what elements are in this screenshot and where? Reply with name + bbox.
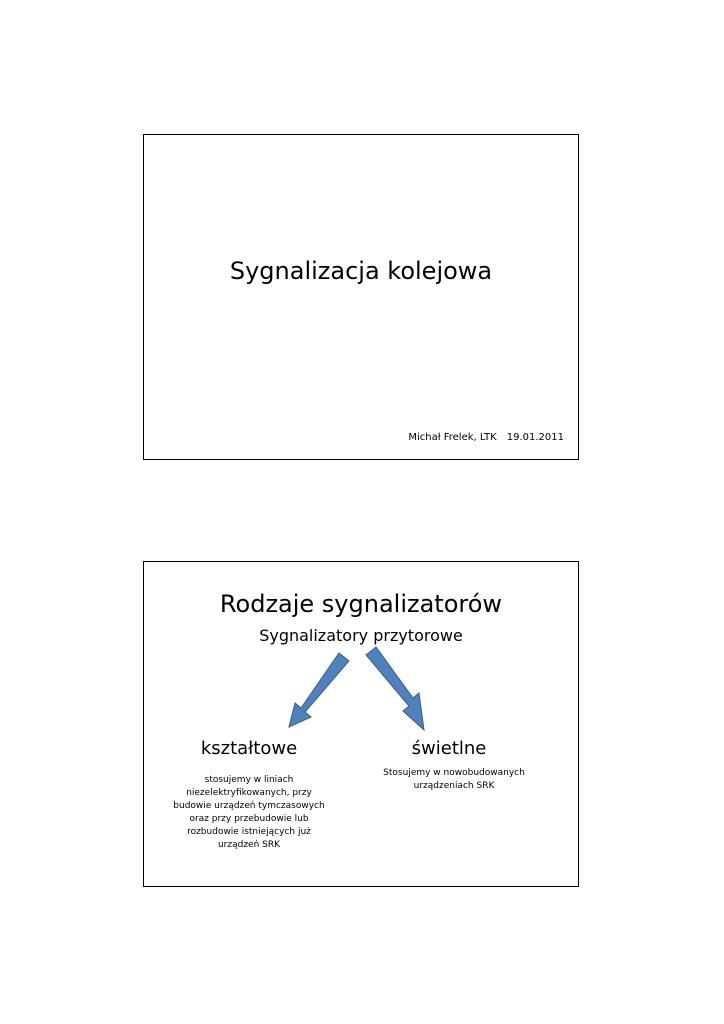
desc-line: oraz przy przebudowie lub — [189, 814, 309, 824]
slide-2 — [143, 561, 579, 887]
slide-1-title: Sygnalizacja kolejowa — [229, 257, 493, 285]
slide-2-subtitle: Sygnalizatory przytorowe — [259, 626, 463, 645]
arrow-right-icon — [366, 647, 424, 730]
heading-ksztaltowe: kształtowe — [200, 738, 298, 759]
desc-line: stosujemy w liniach — [204, 775, 294, 785]
footer-author: Michał Frelek, LTK — [408, 432, 497, 443]
slide-1-footer — [408, 432, 564, 443]
desc-line: urządzeniach SRK — [413, 781, 495, 791]
arrow-left-icon — [289, 653, 349, 727]
desc-line: urządzeń SRK — [217, 840, 281, 850]
slide-1 — [143, 134, 579, 460]
desc-ksztaltowe — [164, 774, 334, 852]
desc-line: budowie urządzeń tymczasowych — [173, 801, 325, 811]
footer-date: 19.01.2011 — [506, 432, 564, 443]
heading-swietlne: świetlne — [411, 738, 487, 759]
desc-swietlne — [369, 767, 539, 793]
desc-line: niezelektryfikowanych, przy — [186, 788, 312, 798]
slide-2-title: Rodzaje sygnalizatorów — [219, 590, 503, 618]
desc-line: rozbudowie istniejących już — [187, 827, 311, 837]
desc-line: Stosujemy w nowobudowanych — [383, 768, 525, 778]
